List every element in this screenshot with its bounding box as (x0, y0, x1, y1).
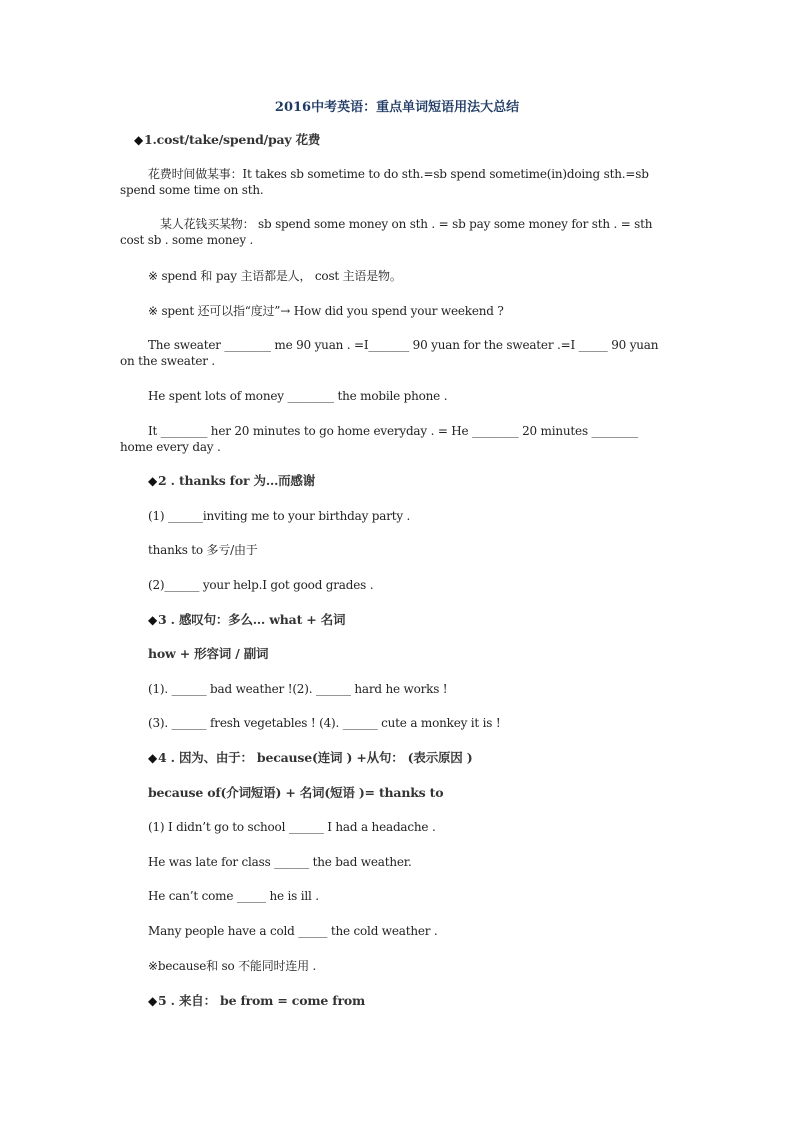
exercise-because-4: Many people have a cold _____ the cold weather . (148, 924, 438, 938)
diamond-bullet-icon: ◆ (148, 613, 158, 627)
note-subject: ※ spend 和 pay 主语都是人， cost 主语是物。 (148, 269, 402, 283)
because-so-note: ※because和 so 不能同时连用 . (148, 959, 317, 973)
exercise-mobile-phone: He spent lots of money ________ the mobile phone . (148, 389, 448, 403)
exercise-because-3: He can’t come _____ he is ill . (148, 889, 319, 903)
section-3-heading (148, 612, 345, 628)
exercise-because-1: (1) I didn’t go to school ______ I had a headache . (148, 820, 436, 834)
section-1-heading-text: 1.cost/take/spend/pay 花费 (144, 132, 321, 147)
rule-spend-money: 某人花钱买某物： sb spend some money on sth . = sb pay some money for sth . = sth cost sb . some money . (120, 217, 653, 247)
diamond-bullet-icon: ◆ (148, 474, 158, 488)
section-1-heading (134, 132, 320, 148)
section-4-heading-text: 4 . 因为、由于： because(连词 ) +从句： (表示原因 ) (158, 750, 473, 765)
note-spent: ※ spent 还可以指“度过”→ How did you spend your weekend ? (148, 304, 504, 318)
because-of-rule: because of(介词短语) + 名词(短语 )= thanks to (148, 785, 444, 800)
section-5-heading-text: 5 . 来自： be from = come from (158, 993, 365, 1008)
exercise-exclamation-1: (1). ______ bad weather !(2). ______ hard he works ! (148, 682, 448, 696)
exercise-thanks-to: (2)______ your help.I got good grades . (148, 578, 374, 592)
section-5-heading (148, 993, 365, 1009)
document-title: 2016中考英语：重点单词短语用法大总结 (274, 100, 520, 115)
rule-spend-time: 花费时间做某事：It takes sb sometime to do sth.=sb spend sometime(in)doing sth.=sb spend some time on sth. (120, 167, 649, 197)
exercise-thanks-for: (1) ______inviting me to your birthday party . (148, 509, 411, 523)
diamond-bullet-icon: ◆ (134, 133, 144, 147)
how-rule: how + 形容词 / 副词 (148, 646, 269, 661)
exercise-exclamation-2: (3). ______ fresh vegetables ! (4). ______ cute a monkey it is ! (148, 716, 501, 730)
section-3-heading-text: 3 . 感叹句：多么… what + 名词 (158, 612, 346, 627)
section-4-heading (148, 750, 472, 766)
thanks-to-note: thanks to 多亏/由于 (148, 543, 258, 557)
diamond-bullet-icon: ◆ (148, 994, 158, 1008)
diamond-bullet-icon: ◆ (148, 751, 158, 765)
exercise-because-2: He was late for class ______ the bad weather. (148, 855, 412, 869)
exercise-sweater: The sweater ________ me 90 yuan . =I_______ 90 yuan for the sweater .=I _____ 90 yuan on the sweater . (120, 338, 659, 368)
exercise-go-home: It ________ her 20 minutes to go home everyday . = He ________ 20 minutes ________ home every day . (120, 424, 638, 454)
section-2-heading (148, 473, 315, 489)
section-2-heading-text: 2 . thanks for 为…而感谢 (158, 473, 316, 488)
